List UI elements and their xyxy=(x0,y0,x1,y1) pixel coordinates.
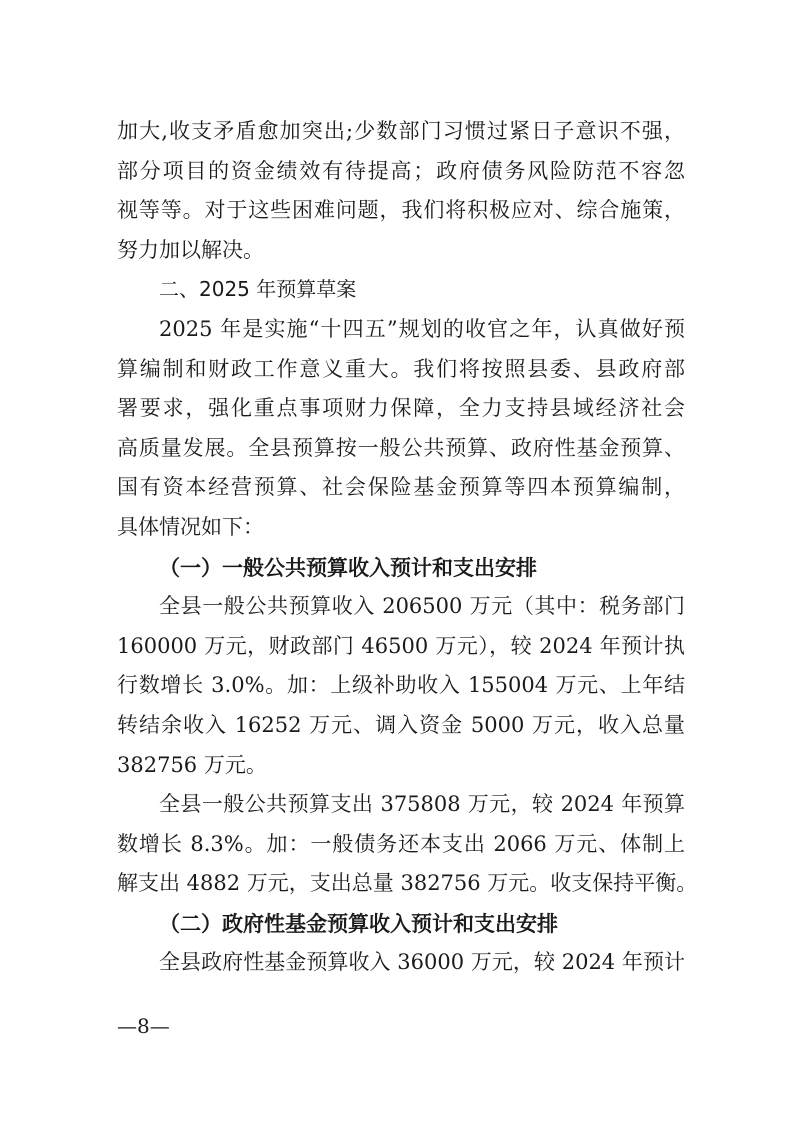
text-line: 转结余收入 16252 万元、调入资金 5000 万元，收入总量 xyxy=(117,712,685,737)
subsection-heading: （二）政府性基金预算收入预计和支出安排 xyxy=(159,910,558,936)
page-number: —8— xyxy=(117,1014,170,1038)
section-heading: 二、2025 年预算草案 xyxy=(159,277,357,302)
text-line: 行数增长 3.0%。加：上级补助收入 155004 万元、上年结 xyxy=(117,673,685,698)
paragraph-first-line: 全县一般公共预算收入 206500 万元（其中：税务部门 xyxy=(159,594,685,619)
text-line: 高质量发展。全县预算按一般公共预算、政府性基金预算、 xyxy=(117,435,685,460)
document-body xyxy=(117,112,698,983)
text-line: 努力加以解决。 xyxy=(117,237,264,262)
text-line: 部分项目的资金绩效有待提高；政府债务风险防范不容忽 xyxy=(117,158,685,183)
text-line: 国有资本经营预算、社会保险基金预算等四本预算编制， xyxy=(117,475,685,500)
text-line: 视等等。对于这些困难问题，我们将积极应对、综合施策， xyxy=(117,198,685,223)
paragraph-first-line: 全县政府性基金预算收入 36000 万元，较 2024 年预计 xyxy=(159,950,685,975)
text-line: 署要求，强化重点事项财力保障，全力支持县域经济社会 xyxy=(117,396,685,421)
text-line: 具体情况如下： xyxy=(117,514,264,539)
paragraph-first-line: 全县一般公共预算支出 375808 万元，较 2024 年预算 xyxy=(159,792,685,817)
paragraph-first-line: 2025 年是实施“十四五”规划的收官之年，认真做好预 xyxy=(159,316,685,341)
text-line: 160000 万元，财政部门 46500 万元），较 2024 年预计执 xyxy=(117,633,685,658)
subsection-heading: （一）一般公共预算收入预计和支出安排 xyxy=(159,554,537,580)
text-line: 数增长 8.3%。加：一般债务还本支出 2066 万元、体制上 xyxy=(117,831,685,856)
text-line: 解支出 4882 万元，支出总量 382756 万元。收支保持平衡。 xyxy=(117,871,698,896)
text-line: 算编制和财政工作意义重大。我们将按照县委、县政府部 xyxy=(117,356,685,381)
text-line: 382756 万元。 xyxy=(117,752,267,777)
text-line: 加大,收支矛盾愈加突出;少数部门习惯过紧日子意识不强， xyxy=(117,119,685,143)
